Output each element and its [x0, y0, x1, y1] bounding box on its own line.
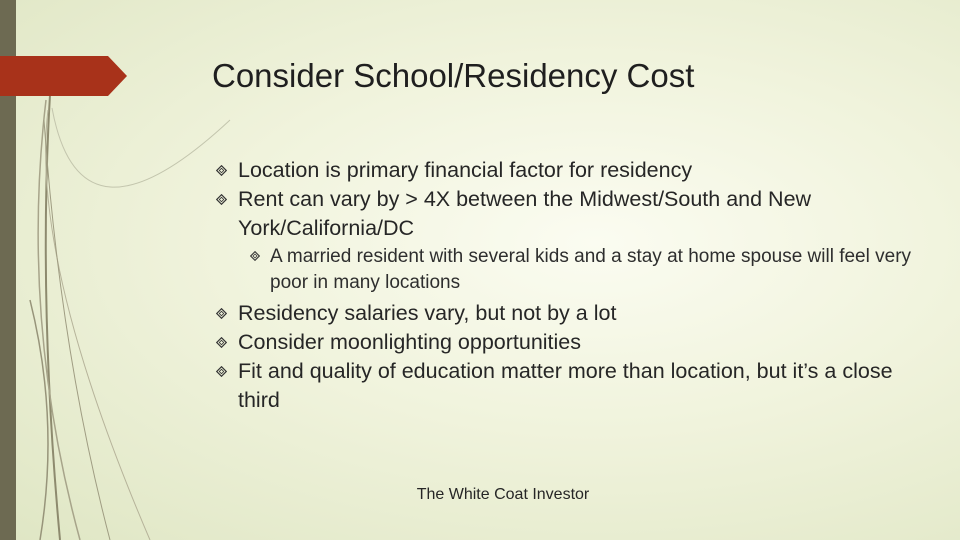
bullet-item: [214, 156, 914, 185]
bullet-item: [214, 357, 914, 415]
footer-text: The White Coat Investor: [416, 486, 590, 503]
bullet-text: Fit and quality of education matter more than location, but it’s a close third: [238, 359, 893, 412]
sub-bullet-item: [245, 244, 914, 296]
diamond-outline-icon: [216, 308, 227, 319]
bullet-item: [214, 185, 914, 243]
bullet-text: A married resident with several kids and a stay at home spouse will feel very poor in many locations: [270, 246, 912, 293]
diamond-outline-icon: [216, 366, 227, 377]
bullet-text: Rent can vary by > 4X between the Midwest/South and New York/California/DC: [238, 187, 812, 240]
title-accent-arrow: [0, 56, 127, 96]
bullet-text: Residency salaries vary, but not by a lot: [238, 301, 617, 325]
bullet-text: Location is primary financial factor for residency: [238, 158, 693, 182]
bullet-list: [214, 156, 914, 415]
diamond-outline-icon: [216, 337, 227, 348]
bullet-item: [214, 299, 914, 328]
diamond-outline-icon: [216, 165, 227, 176]
bullet-text: Consider moonlighting opportunities: [238, 330, 582, 354]
slide-title: Consider School/Residency Cost: [212, 57, 695, 94]
bullet-item: [214, 328, 914, 357]
diamond-outline-icon: [250, 251, 260, 261]
diamond-outline-icon: [216, 194, 227, 205]
